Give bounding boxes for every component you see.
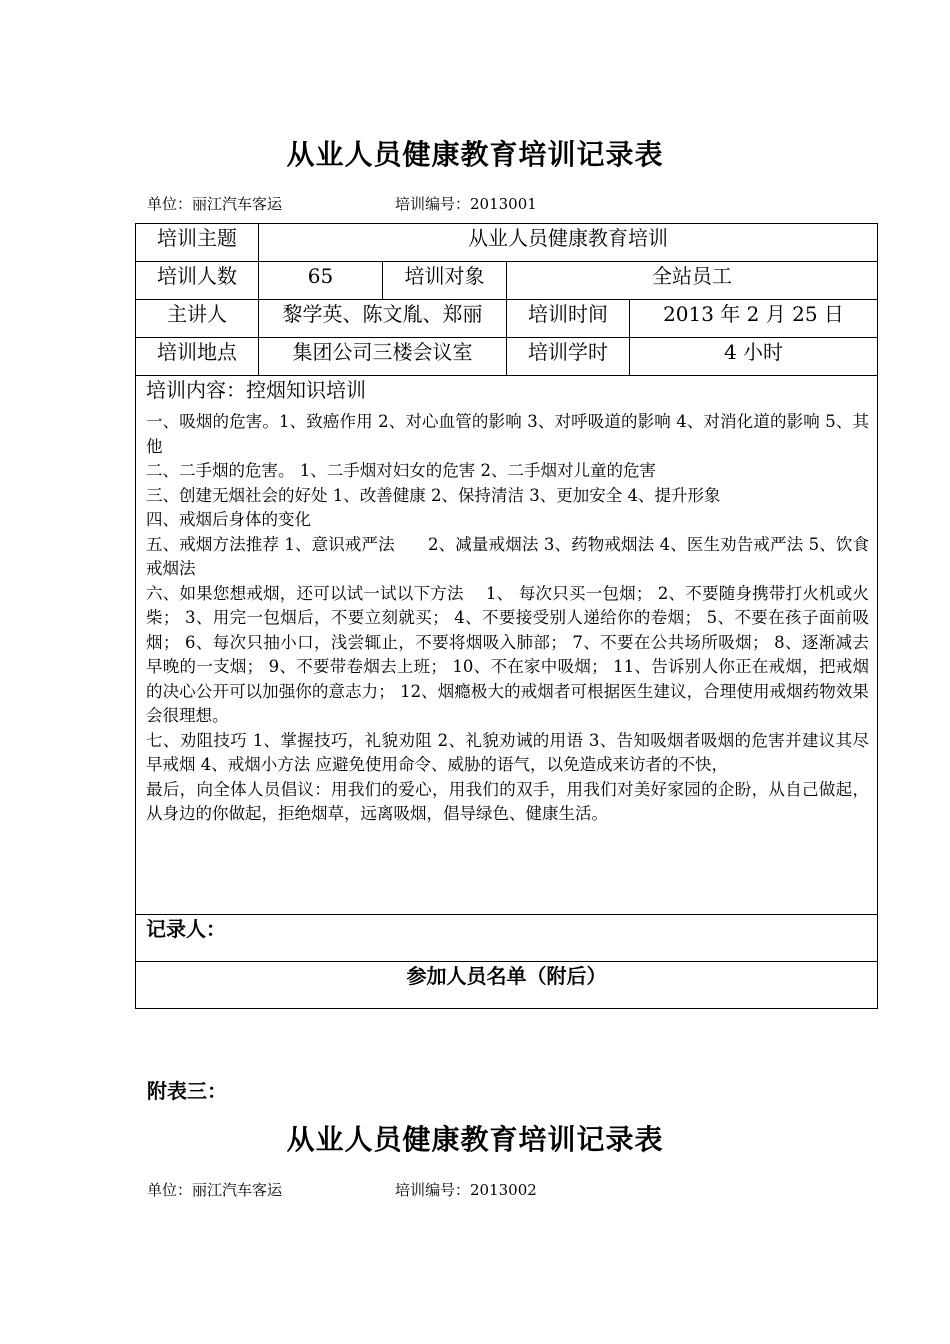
recorder-label: 记录人：: [136, 915, 878, 962]
content-paragraph: 一、吸烟的危害。1、致癌作用 2、对心血管的影响 3、对呼吸道的影响 4、对消化道的影响 5、其他: [146, 412, 869, 456]
target-label: 培训对象: [383, 262, 507, 300]
training-number: 培训编号：2013001: [395, 195, 537, 213]
content-paragraph: 二、二手烟的危害。 1、二手烟对妇女的危害 2、二手烟对儿童的危害: [146, 461, 656, 480]
page-title: 从业人员健康教育培训记录表: [286, 138, 664, 171]
table-row: [136, 224, 878, 262]
content-paragraph: 五、戒烟方法推荐 1、意识戒严法 2、减量戒烟法 3、药物戒烟法 4、医生劝告戒严法 5、饮食戒烟法: [146, 534, 869, 578]
content-body: [146, 410, 869, 827]
content-paragraph: 四、戒烟后身体的变化: [146, 510, 311, 529]
content-heading: 培训内容：控烟知识培训: [146, 378, 366, 402]
content-paragraph: 三、创建无烟社会的好处 1、改善健康 2、保持清洁 3、更加安全 4、提升形象: [146, 485, 721, 505]
table-row: [136, 915, 878, 962]
hours-value: 4 小时: [630, 338, 878, 376]
time-value: 2013 年 2 月 25 日: [630, 300, 878, 338]
time-label: 培训时间: [507, 300, 630, 338]
record-meta-2: [147, 1179, 537, 1200]
content-paragraph: 七、劝阻技巧 1、掌握技巧，礼貌劝阻 2、礼貌劝诫的用语 3、告知吸烟者吸烟的危害并建议其尽早戒烟 4、戒烟小方法 应避免使用命令、威胁的语气，以免造成来访者的不快，: [146, 730, 869, 774]
location-value: 集团公司三楼会议室: [259, 338, 507, 376]
content-cell: [136, 376, 878, 915]
record-meta: [147, 193, 537, 214]
hours-label: 培训学时: [507, 338, 630, 376]
table-row: [136, 962, 878, 1009]
count-value: 65: [259, 262, 383, 300]
theme-label: 培训主题: [136, 224, 259, 262]
attendees-label: 参加人员名单（附后）: [136, 962, 878, 1009]
table-row: [136, 338, 878, 376]
page-title-2: 从业人员健康教育培训记录表: [286, 1123, 664, 1156]
unit-label-2: 单位：丽江汽车客运: [147, 1181, 283, 1199]
target-value: 全站员工: [507, 262, 878, 300]
theme-value: 从业人员健康教育培训: [259, 224, 878, 262]
unit-label: 单位：丽江汽车客运: [147, 195, 283, 213]
speaker-value: 黎学英、陈文胤、郑丽: [259, 300, 507, 338]
table-row: [136, 262, 878, 300]
speaker-label: 主讲人: [136, 300, 259, 338]
training-record-table: [135, 223, 878, 1009]
table-row: [136, 300, 878, 338]
table-row: [136, 376, 878, 915]
appendix-label: 附表三：: [147, 1079, 227, 1103]
location-label: 培训地点: [136, 338, 259, 376]
count-label: 培训人数: [136, 262, 259, 300]
content-paragraph: 六、如果您想戒烟，还可以试一试以下方法 1、 每次只买一包烟； 2、不要随身携带打火机或火柴； 3、用完一包烟后，不要立刻就买； 4、不要接受别人递给你的卷烟； 5、不要在孩子面前吸烟； 6、每次只抽小口，浅尝辄止，不要将烟吸入肺部； 7、不要在公共场所吸烟； 8、逐渐减去早晚的一支烟； 9、不要带卷烟去上班； 10、不在家中吸烟； 11、告诉别人你正在戒烟，把戒烟的决心公开可以加强你的意志力； 12、烟瘾极大的戒烟者可根据医生建议，合理使用戒烟药物效果会很理想。: [146, 583, 869, 725]
training-number-2: 培训编号：2013002: [395, 1181, 537, 1199]
content-paragraph: 最后，向全体人员倡议：用我们的爱心，用我们的双手，用我们对美好家园的企盼，从自己做起，从身边的你做起，拒绝烟草，远离吸烟，倡导绿色、健康生活。: [146, 779, 869, 823]
